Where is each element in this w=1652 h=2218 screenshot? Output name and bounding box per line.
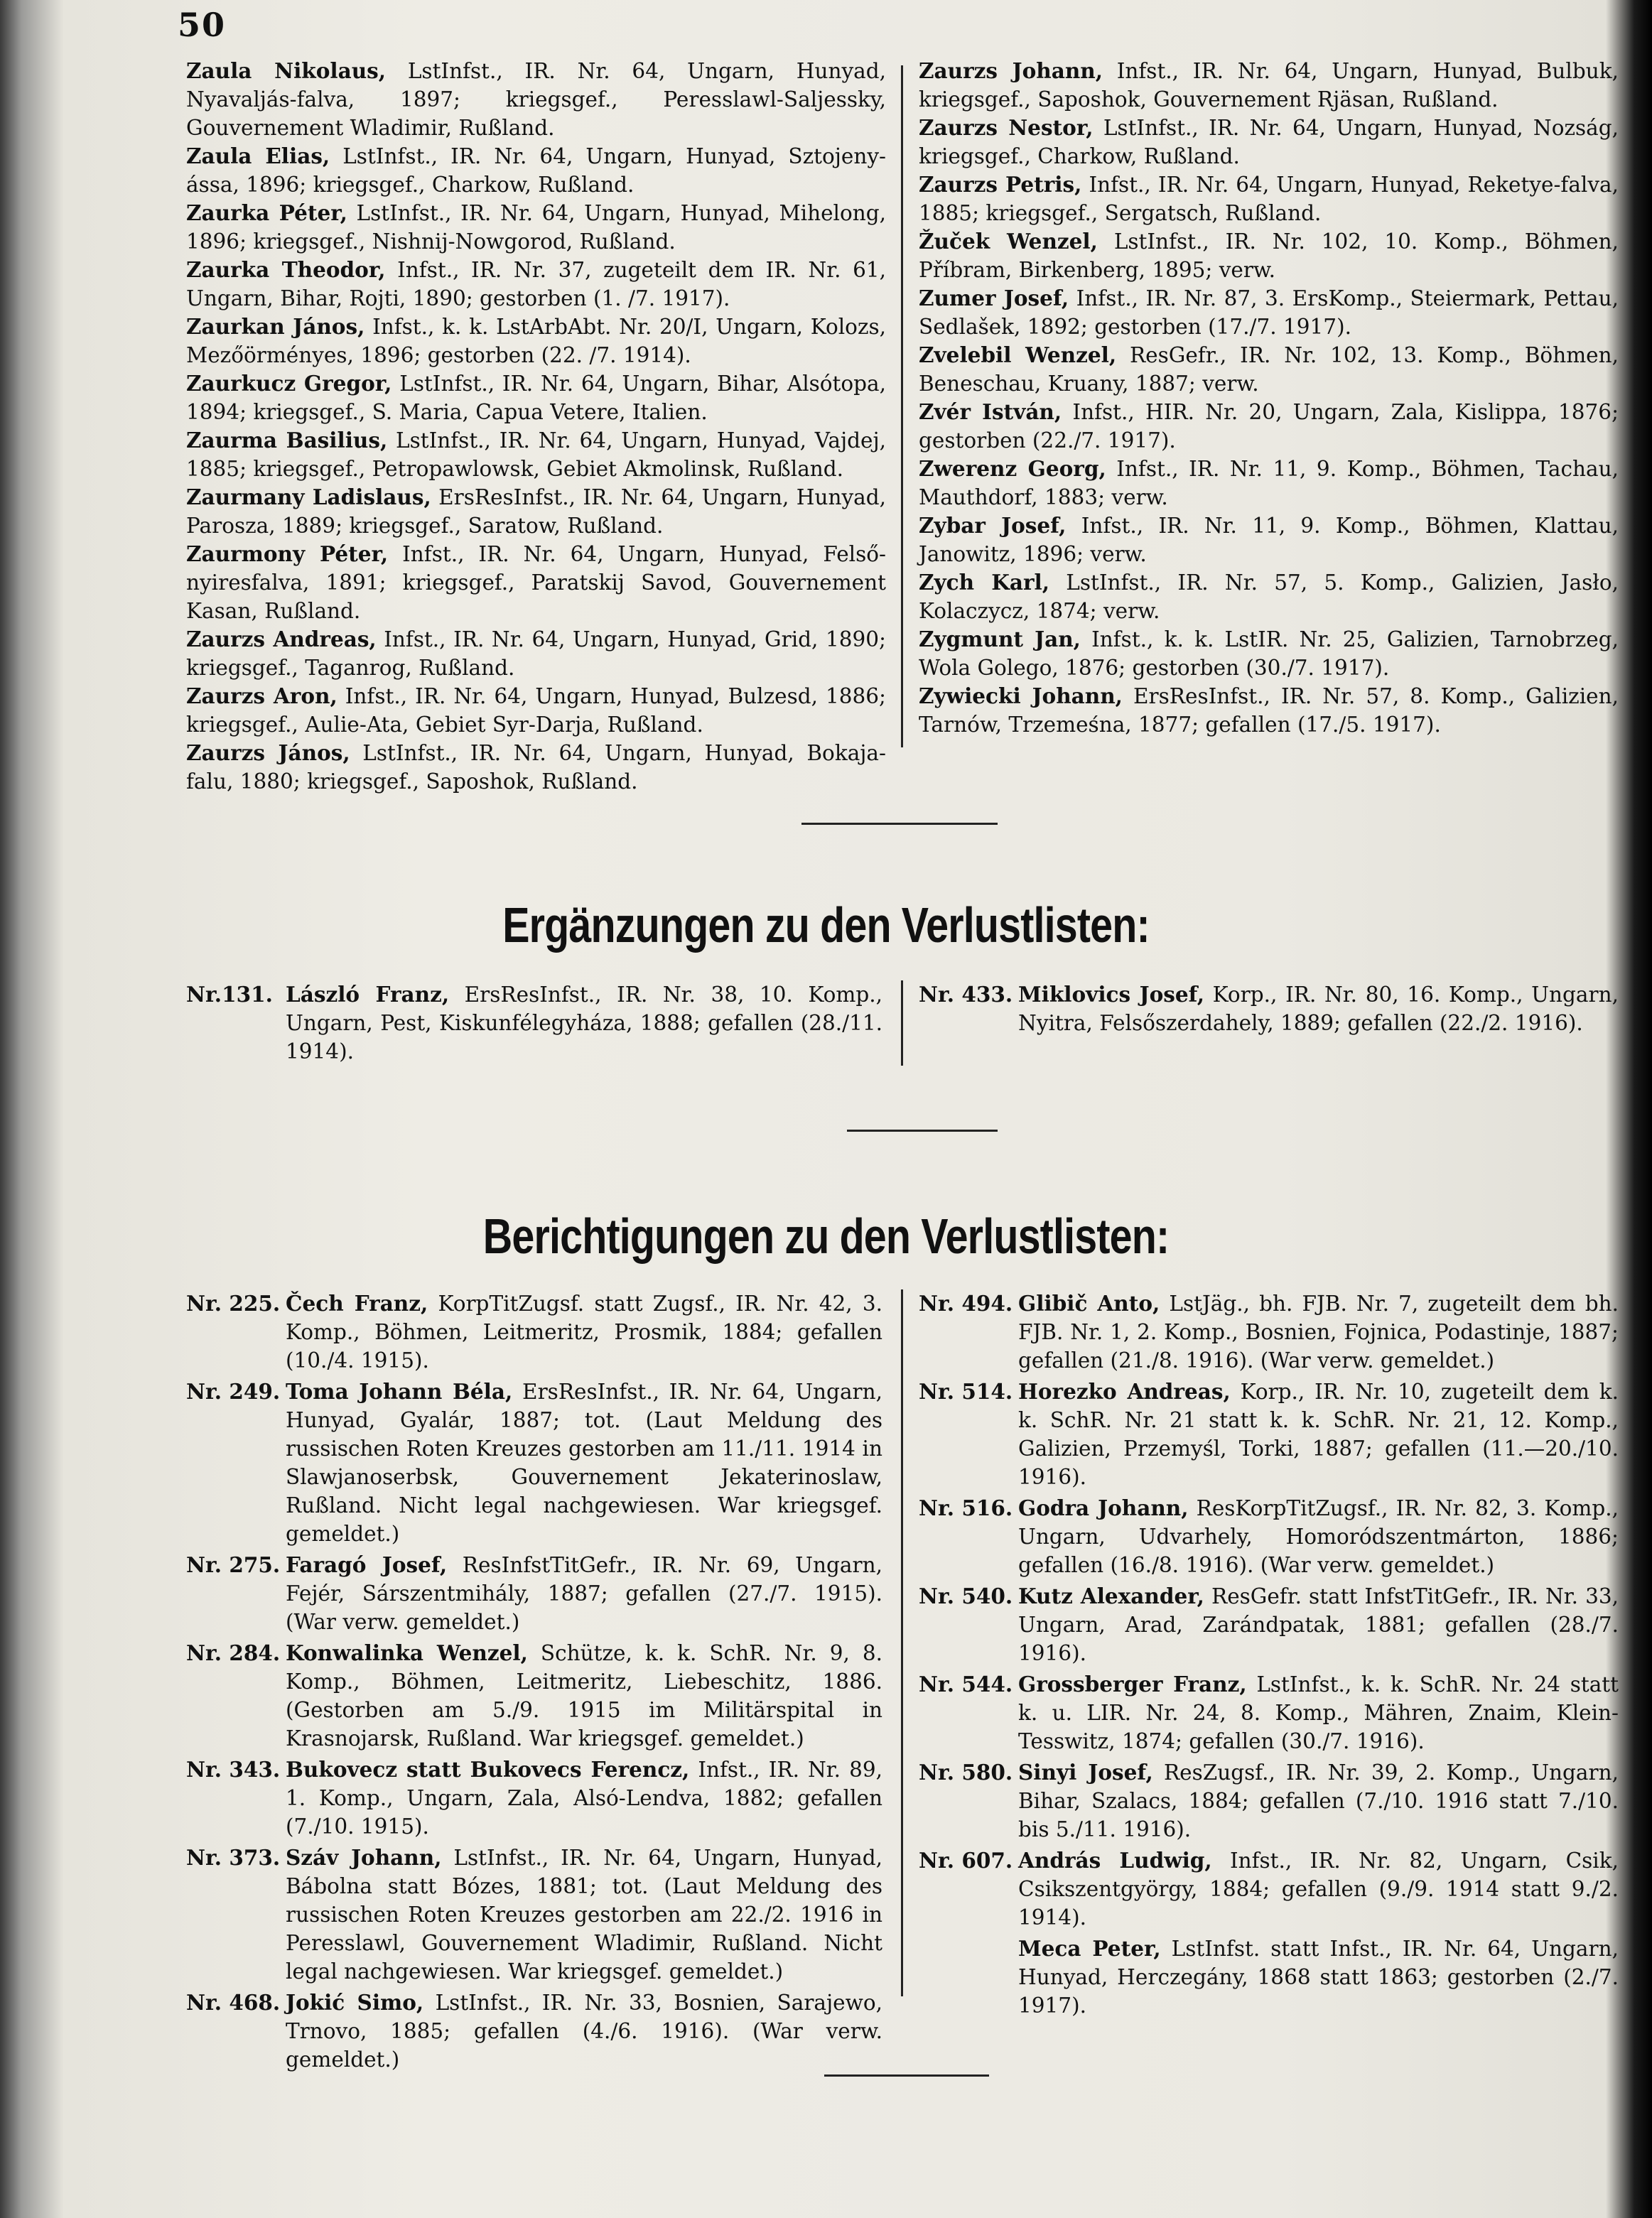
- correction-entry: Nr. 494. Glibič Anto, LstJäg., bh. FJB. Nr. 7, zugeteilt dem bh. FJB. Nr. 1, 2. Komp., Bosnien, Fojnica, Podastinje, 1887; gefallen (21./8. 1916). (War verw. gemeldet.): [919, 1291, 1619, 1373]
- correction-entry: Nr. 433. Miklovics Josef, Korp., IR. Nr. 80, 16. Komp., Ungarn, Nyitra, Felsőszerdahely, 1889; gefallen (22./2. 1916).: [919, 982, 1619, 1035]
- section-separator: [824, 2074, 989, 2077]
- list-entry: Zaurzs Aron, Infst., IR. Nr. 64, Ungarn, Hunyad, Bulzesd, 1886; kriegsgef., Aulie-Ata, Gebiet Syr-Darja, Rußland.: [186, 683, 886, 737]
- berichtigungen-left-list: [186, 1289, 882, 2077]
- correction-entry: Nr. 580. Sinyi Josef, ResZugsf., IR. Nr. 39, 2. Komp., Ungarn, Bihar, Szalacs, 1884; gefallen (7./10. 1916 statt 7./10. bis 5./11. 1916).: [919, 1760, 1619, 1841]
- column-divider: [901, 1289, 903, 1996]
- correction-entry: Nr. 373. Száv Johann, LstInfst., IR. Nr. 64, Ungarn, Hunyad, Bábolna statt Bózes, 1881; tot. (Laut Meldung des russischen Roten Kreuzes gestorben am 22./2. 1916 in Peresslawl, Gouvernement Wladimir, Rußland. Nicht legal nachgewiesen. War kriegsgef. gemeldet.): [186, 1845, 882, 1984]
- list-entry: Zaurzs Andreas, Infst., IR. Nr. 64, Ungarn, Hunyad, Grid, 1890; kriegsgef., Taganrog, Rußland.: [186, 627, 886, 680]
- correction-entry: Nr. 225. Čech Franz, KorpTitZugsf. statt Zugsf., IR. Nr. 42, 3. Komp., Böhmen, Leitmeritz, Prosmik, 1884; gefallen (10./4. 1915).: [186, 1291, 882, 1373]
- correction-entry: Nr. 343. Bukovecz statt Bukovecs Ferencz, Infst., IR. Nr. 89, 1. Komp., Ungarn, Zala, Alsó-Lendva, 1882; gefallen (7./10. 1915).: [186, 1757, 882, 1839]
- list-entry: Zaurzs János, LstInfst., IR. Nr. 64, Ungarn, Hunyad, Bokaja-falu, 1880; kriegsgef., Saposhok, Rußland.: [186, 740, 886, 794]
- erganzungen-heading: Ergänzungen zu den Verlustlisten:: [502, 897, 1150, 953]
- correction-entry: Meca Peter, LstInfst. statt Infst., IR. Nr. 64, Ungarn, Hunyad, Herczegány, 1868 statt 1863; gestorben (2./7. 1917).: [1018, 1936, 1619, 2018]
- correction-entry: Nr. 607. András Ludwig, Infst., IR. Nr. 82, Ungarn, Csik, Csikszentgyörgy, 1884; gefallen (9./9. 1914 statt 9./2. 1914).: [919, 1848, 1619, 1930]
- section-separator: [801, 823, 998, 825]
- list-entry: Zaurmany Ladislaus, ErsResInfst., IR. Nr. 64, Ungarn, Hunyad, Parosza, 1889; kriegsgef., Saratow, Rußland.: [186, 485, 886, 538]
- column-divider: [901, 65, 903, 747]
- erganzungen-right-entry: [919, 980, 1619, 1037]
- correction-entry: Nr.131. László Franz, ErsResInfst., IR. Nr. 38, 10. Komp., Ungarn, Pest, Kiskunfélegyháza, 1888; gefallen (28./11. 1914).: [186, 982, 882, 1064]
- correction-entry: Nr. 249. Toma Johann Béla, ErsResInfst., IR. Nr. 64, Ungarn, Hunyad, Gyalár, 1887; tot. (Laut Meldung des russischen Roten Kreuzes gestorben am 11./11. 1914 in Slawjanoserbsk, Gouvernement Jekaterinoslaw, Rußland. Nicht legal nachgewiesen. War kriegsgef. gemeldet.): [186, 1379, 883, 1546]
- list-entry: Zybar Josef, Infst., IR. Nr. 11, 9. Komp., Böhmen, Klattau, Janowitz, 1896; verw.: [919, 513, 1619, 566]
- list-entry: Zaurmony Péter, Infst., IR. Nr. 64, Ungarn, Hunyad, Felső-nyiresfalva, 1891; kriegsgef., Paratskij Savod, Gouvernement Kasan, Rußland.: [186, 541, 886, 623]
- page-number: 50: [178, 6, 227, 44]
- berichtigungen-heading: Berichtigungen zu den Verlustlisten:: [482, 1208, 1170, 1264]
- list-entry: Zych Karl, LstInfst., IR. Nr. 57, 5. Komp., Galizien, Jasło, Kolaczycz, 1874; verw.: [919, 570, 1619, 623]
- correction-entry: Nr. 544. Grossberger Franz, LstInfst., k. k. SchR. Nr. 24 statt k. u. LIR. Nr. 24, 8. Komp., Mähren, Znaim, Klein-Tesswitz, 1874; gefallen (30./7. 1916).: [919, 1672, 1619, 1753]
- list-entry: Zaurzs Johann, Infst., IR. Nr. 64, Ungarn, Hunyad, Bulbuk, kriegsgef., Saposhok, Gouvernement Rjäsan, Rußland.: [919, 58, 1619, 112]
- list-entry: Zumer Josef, Infst., IR. Nr. 87, 3. ErsKomp., Steiermark, Pettau, Sedlašek, 1892; gestorben (17./7. 1917).: [919, 286, 1619, 339]
- list-entry: Zaurma Basilius, LstInfst., IR. Nr. 64, Ungarn, Hunyad, Vajdej, 1885; kriegsgef., Petropawlowsk, Gebiet Akmolinsk, Rußland.: [186, 428, 887, 481]
- list-entry: Zaurkucz Gregor, LstInfst., IR. Nr. 64, Ungarn, Bihar, Alsótopa, 1894; kriegsgef., S. Maria, Capua Vetere, Italien.: [186, 371, 886, 424]
- list-entry: Zaurka Theodor, Infst., IR. Nr. 37, zugeteilt dem IR. Nr. 61, Ungarn, Bihar, Rojti, 1890; gestorben (1. /7. 1917).: [186, 257, 886, 310]
- list-entry: Zaurka Péter, LstInfst., IR. Nr. 64, Ungarn, Hunyad, Mihelong, 1896; kriegsgef., Nishnij-Nowgorod, Rußland.: [186, 200, 887, 254]
- list-entry: Zvelebil Wenzel, ResGefr., IR. Nr. 102, 13. Komp., Böhmen, Beneschau, Kruany, 1887; verw.: [919, 342, 1619, 396]
- correction-entry: Nr. 284. Konwalinka Wenzel, Schütze, k. k. SchR. Nr. 9, 8. Komp., Böhmen, Leitmeritz, Liebeschitz, 1886. (Gestorben am 5./9. 1915 im Militärspital in Krasnojarsk, Rußland. War kriegsgef. gemeldet.): [186, 1640, 882, 1751]
- correction-entry: Nr. 540. Kutz Alexander, ResGefr. statt InfstTitGefr., IR. Nr. 33, Ungarn, Arad, Zarándpatak, 1881; gefallen (28./7. 1916).: [919, 1584, 1619, 1665]
- erganzungen-left-entry: [186, 980, 882, 1066]
- left-column-list: [186, 57, 886, 796]
- list-entry: Zaurzs Petris, Infst., IR. Nr. 64, Ungarn, Hunyad, Reketye-falva, 1885; kriegsgef., Sergatsch, Rußland.: [919, 172, 1619, 225]
- berichtigungen-right-list: [919, 1289, 1619, 2023]
- list-entry: Zywiecki Johann, ErsResInfst., IR. Nr. 57, 8. Komp., Galizien, Tarnów, Trzemeśna, 1877; gefallen (17./5. 1917).: [919, 683, 1619, 737]
- section-separator: [847, 1130, 998, 1132]
- list-entry: Zaula Elias, LstInfst., IR. Nr. 64, Ungarn, Hunyad, Sztojeny-ássa, 1896; kriegsgef., Charkow, Rußland.: [186, 144, 886, 197]
- right-column-list: [919, 57, 1619, 739]
- correction-entry: Nr. 275. Faragó Josef, ResInfstTitGefr., IR. Nr. 69, Ungarn, Fejér, Sárszentmihály, 1887; gefallen (27./7. 1915). (War verw. gemeldet.): [186, 1552, 882, 1634]
- list-entry: Zvér István, Infst., HIR. Nr. 20, Ungarn, Zala, Kislippa, 1876; gestorben (22./7. 1917).: [919, 399, 1619, 453]
- list-entry: Zaurzs Nestor, LstInfst., IR. Nr. 64, Ungarn, Hunyad, Nozság, kriegsgef., Charkow, Rußland.: [919, 115, 1619, 168]
- correction-entry: Nr. 468. Jokić Simo, LstInfst., IR. Nr. 33, Bosnien, Sarajewo, Trnovo, 1885; gefallen (4./6. 1916). (War verw. gemeldet.): [186, 1990, 882, 2072]
- list-entry: Zaurkan János, Infst., k. k. LstArbAbt. Nr. 20/I, Ungarn, Kolozs, Mezőörményes, 1896; gestorben (22. /7. 1914).: [186, 314, 886, 367]
- correction-entry: Nr. 514. Horezko Andreas, Korp., IR. Nr. 10, zugeteilt dem k. k. SchR. Nr. 21 statt k. k. SchR. Nr. 21, 12. Komp., Galizien, Przemyśl, Torki, 1887; gefallen (11.—20./10. 1916).: [919, 1379, 1619, 1489]
- list-entry: Zaula Nikolaus, LstInfst., IR. Nr. 64, Ungarn, Hunyad, Nyavaljás-falva, 1897; kriegsgef., Peresslawl-Saljessky, Gouvernement Wladimir, Rußland.: [186, 58, 886, 140]
- list-entry: Zwerenz Georg, Infst., IR. Nr. 11, 9. Komp., Böhmen, Tachau, Mauthdorf, 1883; verw.: [919, 456, 1619, 509]
- correction-entry: Nr. 516. Godra Johann, ResKorpTitZugsf., IR. Nr. 82, 3. Komp., Ungarn, Udvarhely, Homoródszentmárton, 1886; gefallen (16./8. 1916). (War verw. gemeldet.): [919, 1495, 1619, 1577]
- list-entry: Zygmunt Jan, Infst., k. k. LstIR. Nr. 25, Galizien, Tarnobrzeg, Wola Golego, 1876; gestorben (30./7. 1917).: [919, 627, 1619, 680]
- column-divider: [901, 980, 903, 1066]
- list-entry: Žuček Wenzel, LstInfst., IR. Nr. 102, 10. Komp., Böhmen, Příbram, Birkenberg, 1895; verw.: [919, 229, 1619, 282]
